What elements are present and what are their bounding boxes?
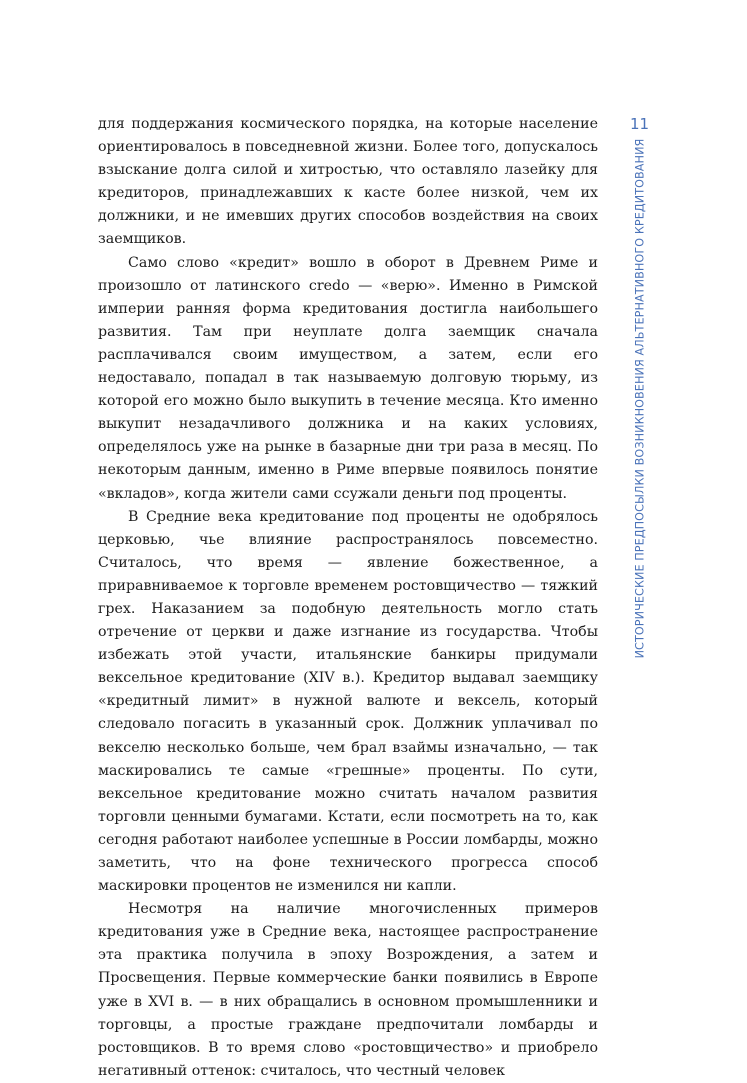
paragraph: В Средние века кредитование под проценты не одобрялось церковью, чье влияние распространялось повсеместно. Считалось, что время — явление божественное, а приравниваемое к торговле временем ростовщичество — тяжкий грех. Наказанием за подобную деятельность могло стать отречение от церкви и даже изгнание из государства. Чтобы избежать этой участи, итальянские банкиры придумали вексельное кредитование (XIV в.). Кредитор выдавал заемщику «кредитный лимит» в нужной валюте и вексель, который следовало погасить в указанный срок. Должник уплачивал по векселю несколько больше, чем брал взаймы изначально, — так маскировались те самые «грешные» проценты. По сути, вексельное кредитование можно считать началом развития торговли ценными бумагами. Кстати, если посмотреть на то, как сегодня работают наиболее успешные в России ломбарды, можно заметить, что на фоне технического прогресса способ маскировки процентов не изменился ни капли. [98,508,598,895]
running-head [630,138,650,658]
paragraph: Само слово «кредит» вошло в оборот в Древнем Риме и произошло от латинского credo — «верю». Именно в Римской империи ранняя форма кредитования достигла наибольшего развития. Там при неуплате долга заемщик сначала расплачивался своим имуществом, а затем, если его недоставало, попадал в так называемую долговую тюрьму, из которой его можно было выкупить в течение месяца. Кто именно выкупит незадачливого должника и на каких условиях, определялось уже на рынке в базарные дни три раза в месяц. По некоторым данным, именно в Риме впервые появилось понятие «вкладов», когда жители сами ссужали деньги под проценты. [98,254,598,502]
running-head-text: ИСТОРИЧЕСКИЕ ПРЕДПОСЫЛКИ ВОЗНИКНОВЕНИЯ АЛЬТЕРНАТИВНОГО КРЕДИТОВАНИЯ [633,138,647,658]
paragraph: Несмотря на наличие многочисленных примеров кредитования уже в Средние века, настоящее распространение эта практика получила в эпоху Возрождения, а затем и Просвещения. Первые коммерческие банки появились в Европе уже в XVI в. — в них обращались в основном промышленники и торговцы, а простые граждане предпочитали ломбарды и ростовщиков. В то время слово «ростовщичество» и приобрело негативный оттенок: считалось, что честный человек [98,901,598,1079]
body-text [98,113,598,1083]
paragraph: для поддержания космического порядка, на которые население ориентировалось в повседневной жизни. Более того, допускалось взыскание долга силой и хитростью, что оставляло лазейку для кредиторов, принадлежавших к касте более низкой, чем их должники, и не имевших других способов воздействия на своих заемщиков. [98,116,598,248]
page-number: 11 [630,115,650,133]
